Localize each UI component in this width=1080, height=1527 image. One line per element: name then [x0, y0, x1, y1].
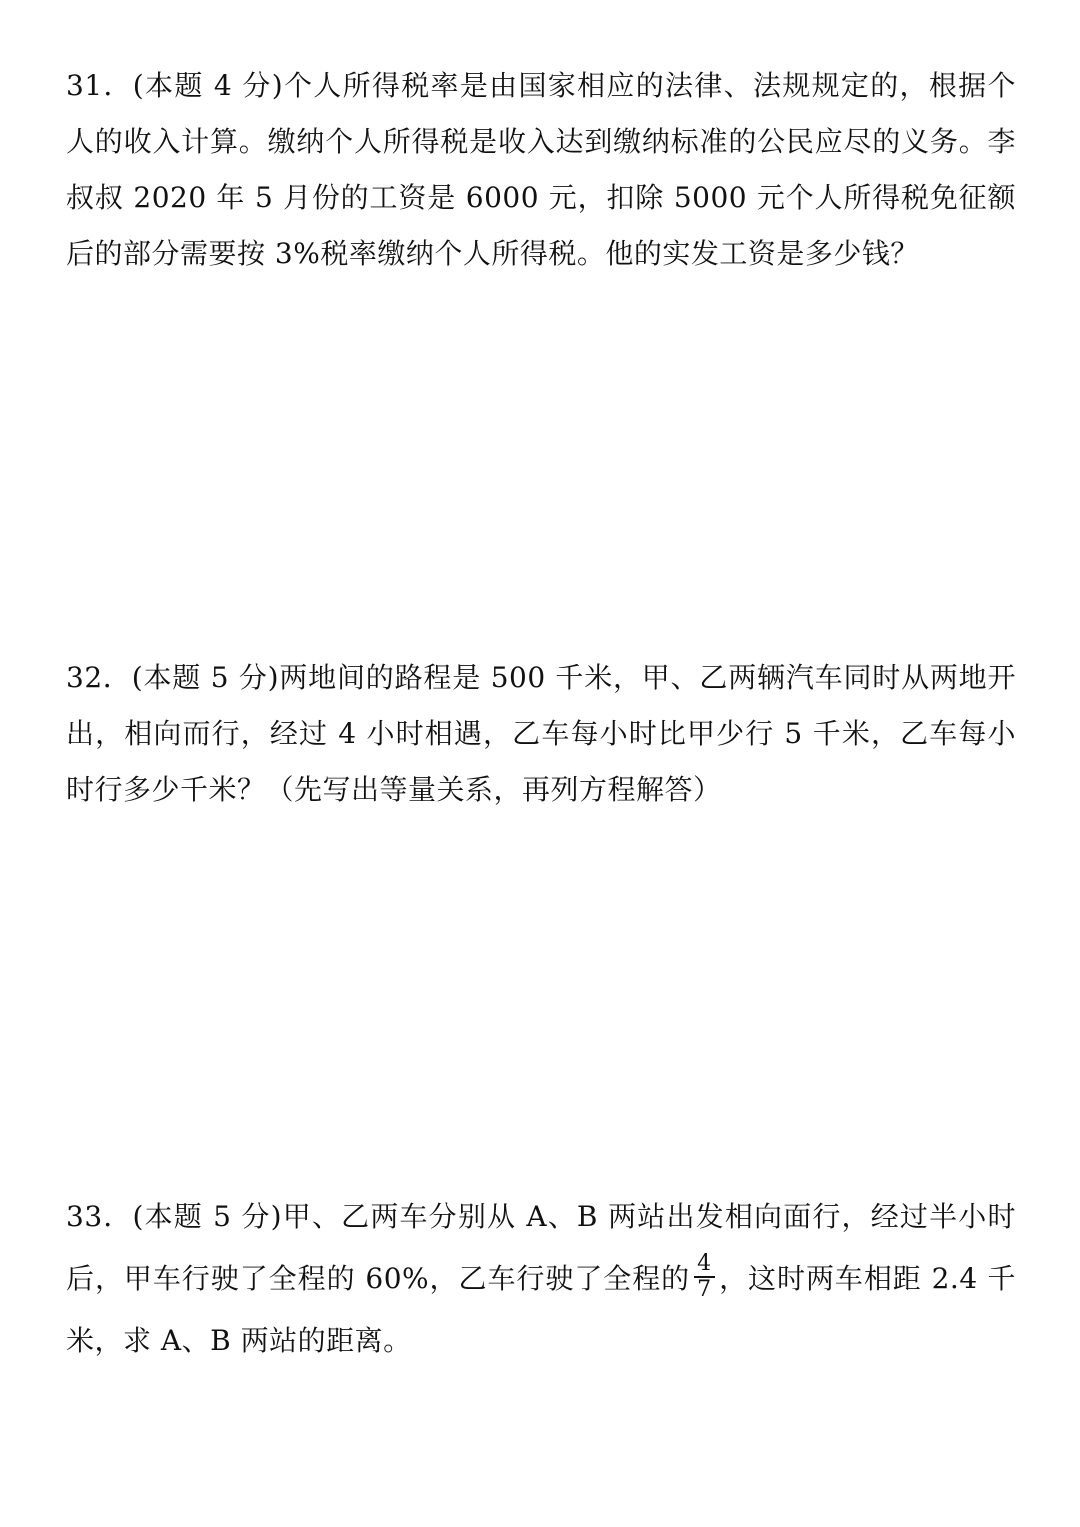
question-text: 两地间的路程是 500 千米，甲、乙两辆汽车同时从两地开出，相向而行，经过 4 小时相遇，乙车每小时比甲少行 5 千米，乙车每小时行多少千米？（先写出等量关系，再列方程解答）	[66, 661, 1016, 806]
question-number: 32．	[66, 661, 132, 694]
question-31	[66, 58, 1016, 282]
question-32	[66, 650, 1016, 818]
fraction-denominator: 7	[697, 1276, 712, 1302]
question-33	[66, 1186, 1016, 1372]
question-number: 33．	[66, 1200, 133, 1233]
fraction	[694, 1252, 715, 1302]
question-text-before: 甲、乙两车分别从 A、B 两站出发相向面行，经过半小时后，甲车行驶了全程的 60%，乙车行驶了全程的	[66, 1200, 1016, 1295]
question-score: (本题 5 分)	[132, 1200, 283, 1233]
question-text: 个人所得税率是由国家相应的法律、法规规定的，根据个人的收入计算。缴纳个人所得税是收入达到缴纳标准的公民应尽的义务。李叔叔 2020 年 5 月份的工资是 6000 元，扣除 5000 元个人所得税免征额后的部分需要按 3%税率缴纳个人所得税。他的实发工资是多少钱？	[66, 69, 1016, 270]
fraction-numerator: 4	[694, 1252, 715, 1278]
question-number: 31．	[66, 69, 133, 102]
question-score: (本题 4 分)	[132, 69, 284, 102]
question-text-after: ，这时两车相距 2.4 千米，求 A、B 两站的距离。	[66, 1262, 1016, 1357]
question-score: (本题 5 分)	[131, 661, 280, 694]
